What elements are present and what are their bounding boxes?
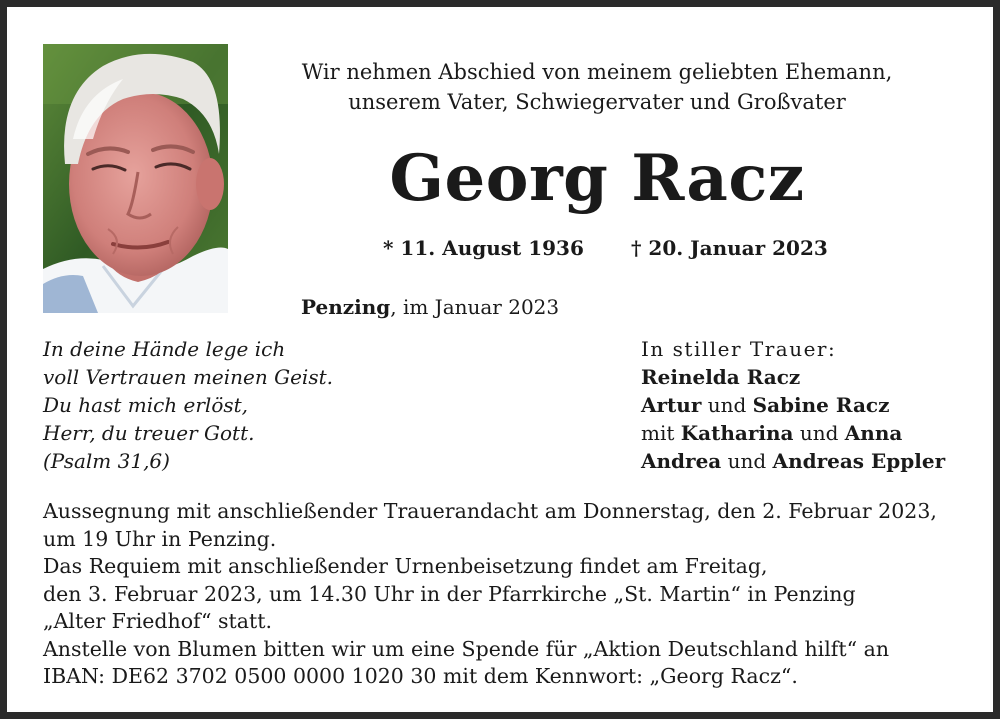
psalm-line: In deine Hände lege ich — [43, 337, 286, 361]
portrait-photo — [43, 44, 228, 313]
mourning-heading: In stiller Trauer: — [641, 337, 837, 361]
mourner-connector: und — [701, 393, 753, 417]
detail-line: Anstelle von Blumen bitten wir um eine Spende für „Aktion Deutschland hilft“ an — [43, 636, 890, 661]
place-name: Penzing — [301, 295, 391, 319]
death-date: † 20. Januar 2023 — [631, 236, 828, 260]
mourner-line — [641, 447, 945, 475]
birth-date: * 11. August 1936 — [383, 236, 584, 260]
mourner-name: Reinelda Racz — [641, 365, 801, 389]
detail-line: um 19 Uhr in Penzing. — [43, 526, 277, 551]
mourners-list — [641, 335, 945, 475]
service-details — [43, 498, 973, 691]
mourner-name: Andreas Eppler — [772, 449, 946, 473]
detail-line: IBAN: DE62 3702 0500 0000 1020 30 mit dem Kennwort: „Georg Racz“. — [43, 664, 798, 688]
psalm-verse — [43, 335, 333, 475]
mourner-line — [641, 363, 945, 391]
mourner-line — [641, 391, 945, 419]
detail-line: „Alter Friedhof“ statt. — [43, 609, 272, 633]
detail-line: Das Requiem mit anschließender Urnenbeisetzung findet am Freitag, — [43, 554, 768, 578]
intro-text — [247, 57, 947, 117]
psalm-line: voll Vertrauen meinen Geist. — [43, 365, 333, 389]
detail-line: den 3. Februar 2023, um 14.30 Uhr in der Pfarrkirche „St. Martin“ in Penzing — [43, 581, 856, 606]
mourner-prefix: mit — [641, 421, 681, 445]
detail-line: Aussegnung mit anschließender Trauerandacht am Donnerstag, den 2. Februar 2023, — [43, 499, 937, 523]
mourner-name: Katharina — [680, 421, 794, 445]
portrait-image — [43, 44, 228, 313]
mourner-name: Artur — [641, 393, 702, 417]
mourner-name: Sabine Racz — [752, 393, 890, 417]
psalm-line: Du hast mich erlöst, — [43, 393, 249, 417]
notice-date: , im Januar 2023 — [390, 295, 560, 319]
psalm-reference: (Psalm 31,6) — [43, 449, 170, 473]
mourner-name: Anna — [844, 421, 903, 445]
mourner-connector: und — [721, 449, 773, 473]
mourner-line — [641, 419, 945, 447]
intro-line-1: Wir nehmen Abschied von meinem geliebten Ehemann, — [301, 60, 893, 84]
psalm-line: Herr, du treuer Gott. — [43, 421, 255, 445]
mourner-connector: und — [793, 421, 845, 445]
mourner-name: Andrea — [641, 449, 722, 473]
place-date — [301, 293, 559, 321]
deceased-name: Georg Racz — [389, 141, 805, 216]
intro-line-2: unserem Vater, Schwiegervater und Großvater — [348, 90, 846, 114]
